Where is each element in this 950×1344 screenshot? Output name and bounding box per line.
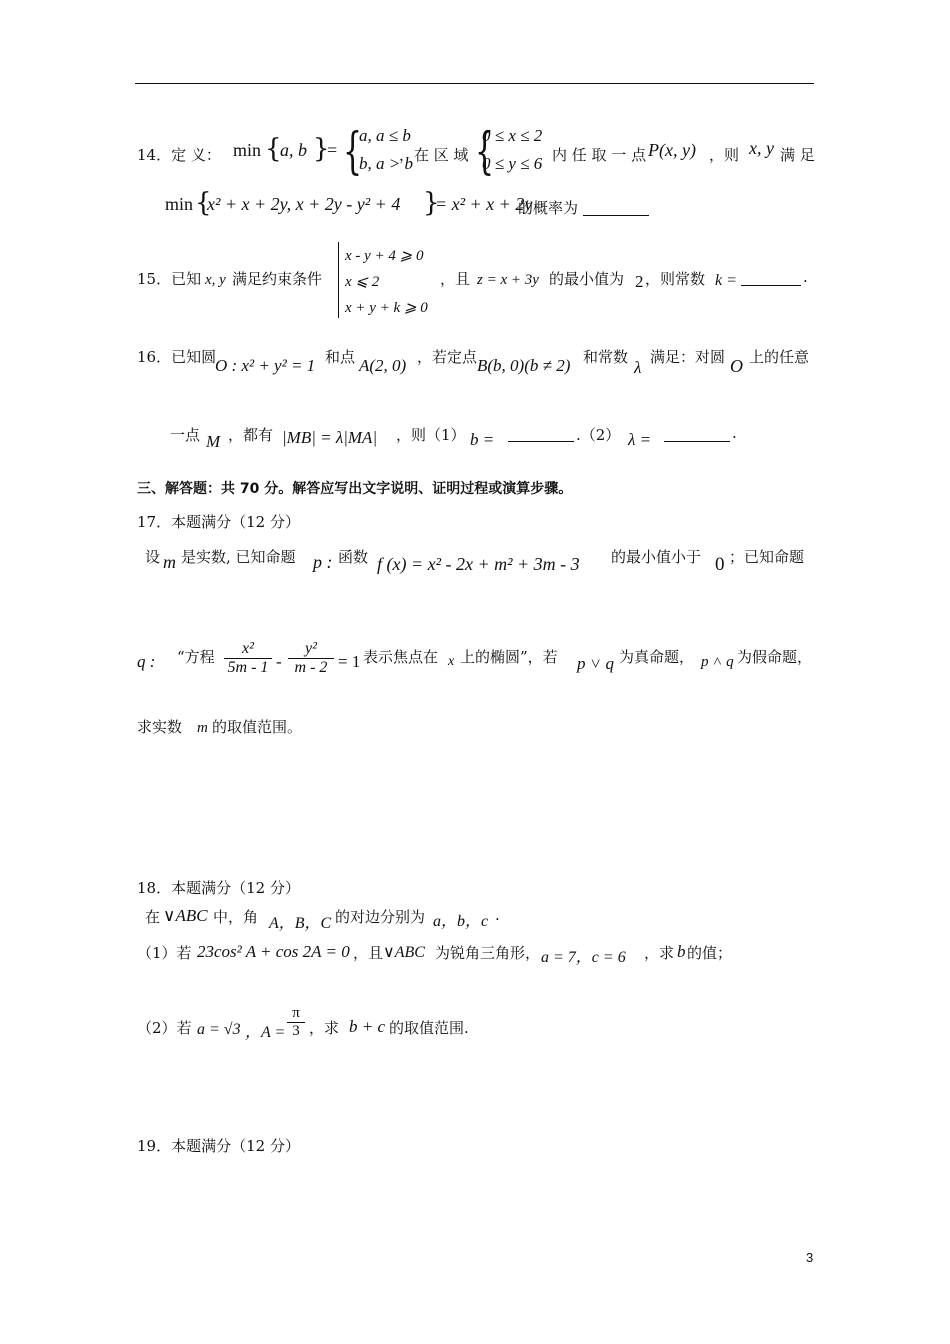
q17-frac1 <box>224 640 272 677</box>
q16-lam2: λ = <box>628 430 652 449</box>
q17-pand: p ˄ q <box>701 654 734 670</box>
q17-p: p : <box>313 552 333 572</box>
q14-number: 14．定 义： <box>137 146 221 164</box>
q17-frac1-num: x² <box>224 640 272 659</box>
q18-p1c: 为锐角三角形， <box>435 944 541 962</box>
q17-title: 17．本题满分（12 分） <box>137 513 300 531</box>
q14-min: min <box>233 140 262 160</box>
q15-z: z = x + 3y <box>477 272 539 288</box>
q16-p2: .（2） <box>576 426 621 444</box>
q18-p1vals: a = 7，c = 6 <box>541 949 626 966</box>
q15-c1: x - y + 4 ⩾ 0 <box>345 248 424 264</box>
q16-B: B(b, 0)(b ≠ 2) <box>477 356 571 375</box>
q16-b-blank[interactable] <box>508 440 574 442</box>
q14-vars: x, y <box>749 138 774 158</box>
q17-minus: - <box>276 652 282 671</box>
q14-then: ，则 <box>709 146 740 164</box>
q14-region1: 0 ≤ x ≤ 2 <box>482 126 543 145</box>
q17-l1b: 是实数, 已知命题 <box>181 548 296 566</box>
q15-end: . <box>803 268 808 286</box>
q14-line2-lbrace: { <box>195 188 212 218</box>
q14-pick: 内 任 取 一 点 <box>552 146 647 164</box>
q17-l3a: 求实数 <box>137 718 183 736</box>
q16-lambda-blank[interactable] <box>664 440 730 442</box>
q15-brace <box>338 242 340 318</box>
q14-point: P(x, y) <box>648 140 696 160</box>
section3-heading: 三、解答题：共 70 分。解答应写出文字说明、证明过程或演算步骤。 <box>137 481 573 497</box>
q14-line2-min: min <box>165 194 194 214</box>
q17-l1d: 的最小值小于 <box>611 548 702 566</box>
q16-all: ，都有 <box>228 426 274 444</box>
q18-pi: π <box>287 1005 305 1023</box>
q15-text1: 满足约束条件 <box>232 270 323 288</box>
q14-region-label: ，在 区 域 <box>399 146 469 164</box>
q17-frac2 <box>288 640 334 677</box>
q15-k: k = <box>715 272 737 289</box>
q15-c3: x + y + k ⩾ 0 <box>345 300 428 316</box>
q14-rbrace: } <box>313 134 330 164</box>
q15-text4: ，则常数 <box>645 270 706 288</box>
q18-tri: ∨ABC <box>163 906 208 925</box>
q14-case1: a, a ≤ b <box>359 126 411 145</box>
q17-l1a: 设 <box>145 548 161 566</box>
q17-l1e: ；已知命题 <box>729 548 805 566</box>
q17-quote: “方程 <box>177 648 215 666</box>
q17-frac2-num: y² <box>288 640 334 659</box>
q17-m: m <box>163 552 176 572</box>
q16-fixed: ，若定点 <box>417 348 478 366</box>
q17-l3b: 的取值范围。 <box>212 718 303 736</box>
q16-line2a: 一点 <box>170 426 201 444</box>
q18-l1d: . <box>495 906 500 924</box>
q15-c2: x ⩽ 2 <box>345 274 380 290</box>
q18-p1e: 的值； <box>687 944 733 962</box>
q18-angles: A，B，C <box>269 915 332 932</box>
q16-O: O <box>730 356 743 376</box>
q18-p1a: （1）若 <box>137 944 192 962</box>
q17-l1c: 函数 <box>338 548 369 566</box>
q17-l2d: 为真命题， <box>619 648 695 666</box>
q18-p2a: （2）若 <box>137 1019 192 1037</box>
q17-l2c: 上的椭圆”，若 <box>460 648 558 666</box>
q18-p1eq: 23cos² A + cos 2A = 0 <box>197 942 350 961</box>
q16-circle: O : x² + y² = 1 <box>215 356 316 375</box>
q17-por: p ˅ q <box>577 654 614 673</box>
q18-p1b: ，且 <box>353 944 384 962</box>
q15-text2: ，且 <box>440 270 471 288</box>
q17-eq1: = 1 <box>338 652 361 671</box>
q15-text3: 的最小值为 <box>549 270 625 288</box>
q14-region-brace: { <box>475 122 495 180</box>
q14-eq: = <box>327 140 338 160</box>
q14-case-brace: { <box>343 122 363 180</box>
q15-number: 15．已知 <box>137 270 202 288</box>
q14-region2: 0 ≤ y ≤ 6 <box>482 154 543 173</box>
q14-answer-blank[interactable] <box>583 214 649 216</box>
q18-title: 18．本题满分（12 分） <box>137 879 300 897</box>
q14-lbrace: { <box>265 134 282 164</box>
q14-line2-rhs: = x² + x + 2y <box>435 194 533 214</box>
q16-M: M <box>206 432 221 451</box>
q17-frac2-den: m - 2 <box>294 659 328 676</box>
q14-line2-rbrace: } <box>423 188 440 218</box>
q16-number: 16．已知圆 <box>137 348 217 366</box>
q18-p1tri: ∨ABC <box>383 944 425 961</box>
header-rule <box>135 83 814 84</box>
q18-pi-frac <box>287 1005 305 1040</box>
q16-cond: 满足：对圆 <box>650 348 726 366</box>
q18-p1d: ，求 <box>644 944 675 962</box>
q18-l1c: 的对边分别为 <box>335 908 426 926</box>
q15-val: 2 <box>635 272 644 291</box>
q18-p1b2: b <box>677 942 686 961</box>
q18-three: 3 <box>292 1023 300 1039</box>
q15-answer-blank[interactable] <box>741 284 801 286</box>
q17-l2e: 为假命题， <box>737 648 813 666</box>
q16-const: 和常数 <box>583 348 629 366</box>
q14-satisfy: 满 足 <box>780 146 815 164</box>
q14-line2-expr: x² + x + 2y, x + 2y - y² + 4 <box>207 194 401 214</box>
q17-f: f (x) = x² - 2x + m² + 3m - 3 <box>377 554 580 574</box>
q16-end: . <box>732 424 737 442</box>
q18-p2b: ，求 <box>309 1019 340 1037</box>
q18-sides: a，b，c <box>433 913 489 930</box>
q17-l3m: m <box>197 720 208 736</box>
q16-lambda: λ <box>634 358 642 377</box>
q19-title: 19．本题满分（12 分） <box>137 1137 300 1155</box>
q16-then: ，则（1） <box>396 426 466 444</box>
q17-zero: 0 <box>715 554 725 575</box>
q16-and-point: 和点 <box>325 348 356 366</box>
q18-l1b: 中，角 <box>213 908 259 926</box>
q18-p2c: 的取值范围. <box>389 1019 469 1037</box>
q18-p2bc: b + c <box>349 1017 386 1036</box>
q14-args: a, b <box>280 140 307 160</box>
page-number: 3 <box>806 1250 814 1265</box>
q17-x: x <box>448 654 455 669</box>
q15-vars: x, y <box>205 272 226 288</box>
q18-p2A: ，A = <box>245 1024 286 1041</box>
q16-eqn: |MB| = λ|MA| <box>282 428 378 447</box>
q14-line2-tail: 的概率为 <box>518 199 579 217</box>
q16-b: b = <box>470 430 495 449</box>
q16-A: A(2, 0) <box>359 356 407 375</box>
q17-frac1-den: 5m - 1 <box>227 659 269 676</box>
q14-case2: b, a > b <box>359 154 413 173</box>
q18-l1a: 在 <box>145 908 161 926</box>
q16-any: 上的任意 <box>749 348 810 366</box>
q18-p2eq: a = √3 <box>197 1021 241 1038</box>
q17-l2b: 表示焦点在 <box>363 648 439 666</box>
q17-q: q : <box>137 652 156 671</box>
